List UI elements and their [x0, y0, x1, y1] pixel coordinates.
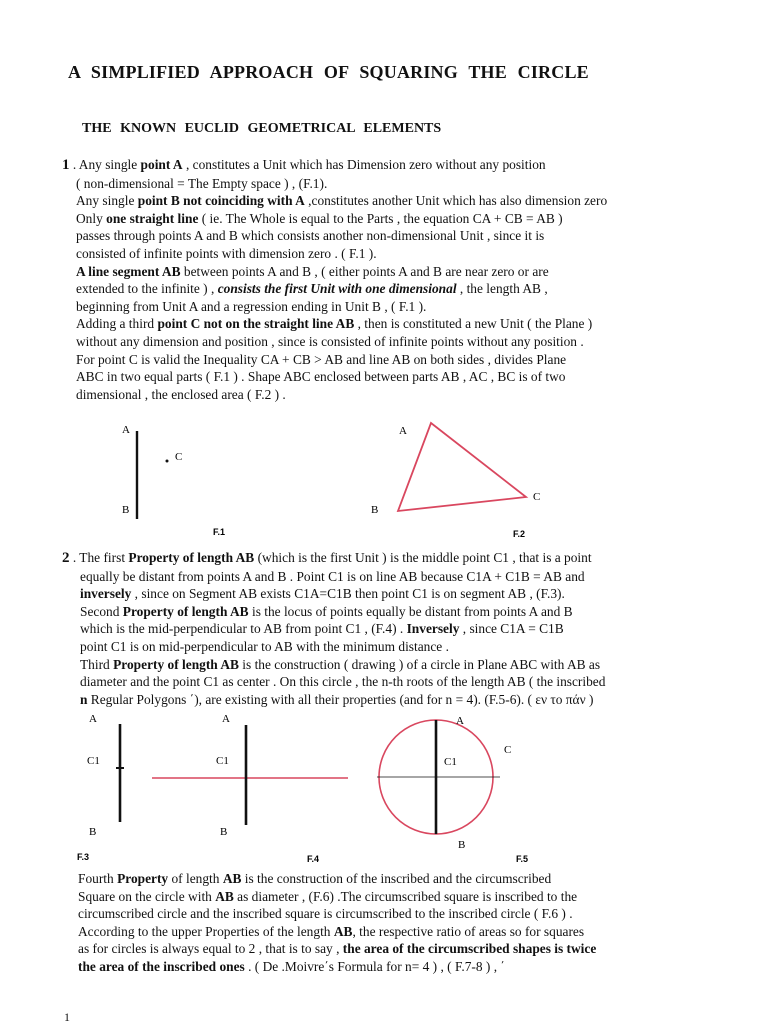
section-2 — [62, 549, 605, 708]
point-c — [166, 460, 169, 463]
bold-text: inversely — [80, 586, 132, 602]
text-line: passes through points A and B which consists another non-dimensional Unit , since it is — [76, 228, 545, 244]
text-line — [78, 923, 596, 941]
text-line: point C1 is on mid-perpendicular to AB with the minimum distance . — [80, 638, 449, 654]
text-span: of length — [168, 871, 223, 886]
text-span: as for circles is always equal to 2 , that is to say , — [78, 941, 343, 957]
text-line: without any dimension and position , since is consisted of infinite points without any position . — [76, 333, 584, 349]
page-number: 1 — [64, 1010, 70, 1024]
bold-text: Property of length AB — [128, 550, 255, 565]
text-line — [62, 549, 605, 568]
text-span: Only — [76, 210, 107, 226]
text-span: Adding a third — [76, 316, 158, 332]
figure-f1 — [122, 424, 225, 537]
text-span: Any single — [76, 193, 138, 209]
bold-text: Property — [117, 871, 169, 886]
bold-text: the area of the circumscribed shapes is twice — [342, 941, 597, 957]
text-span: Square on the circle with — [78, 888, 216, 904]
text-span: . The first — [69, 550, 129, 565]
bold-text: point C not on the straight line AB — [157, 316, 355, 332]
text-span: is the construction ( drawing ) of a circle in Plane ABC with AB as — [238, 656, 601, 672]
text-line — [62, 263, 607, 281]
figures-1-2 — [100, 415, 580, 545]
figure-f5 — [377, 715, 528, 864]
text-line — [62, 656, 605, 674]
bold-text: one straight line — [106, 210, 199, 226]
text-span: According to the upper Properties of the length — [78, 923, 334, 939]
section-3 — [78, 870, 596, 976]
point-a-label: A — [456, 715, 464, 727]
point-b-label: B — [89, 826, 97, 838]
point-a-label: A — [122, 424, 130, 436]
figure-label: F.4 — [307, 854, 320, 864]
text-span: Regular Polygons ΄), are existing with all their properties (and for n = 4). (F.5-6). ( εν το πάν ) — [87, 691, 594, 707]
text-line — [78, 888, 596, 906]
text-line: ( non-dimensional = The Empty space ) , (F.1). — [76, 175, 328, 191]
text-span: as diameter , (F.6) .The circumscribed square is inscribed to the — [233, 888, 578, 904]
bold-text: Property of length AB — [113, 656, 239, 672]
bold-text: A line segment AB — [76, 263, 181, 279]
figure-label: F.5 — [516, 854, 529, 864]
point-b-label: B — [122, 504, 130, 516]
section-1 — [62, 156, 607, 403]
figure-f3 — [77, 713, 124, 862]
point-c1-label: C1 — [216, 755, 229, 767]
text-line: dimensional , the enclosed area ( F.2 ) . — [76, 386, 286, 402]
text-span: is the locus of points equally be distant from points A and B — [248, 603, 573, 619]
figure-label: F.2 — [513, 529, 526, 539]
text-span: , the length AB , — [456, 281, 548, 297]
text-line — [62, 156, 607, 175]
point-c1-label: C1 — [87, 755, 100, 767]
point-b-label: B — [371, 504, 379, 516]
triangle-abc — [398, 423, 526, 511]
text-span: , constitutes a Unit which has Dimension zero without any position — [182, 157, 546, 172]
text-line: beginning from Unit A and a regression ending in Unit B , ( F.1 ). — [76, 298, 427, 314]
text-line — [62, 691, 605, 709]
page-title: A SIMPLIFIED APPROACH OF SQUARING THE CIRCLE — [68, 62, 589, 82]
point-b-label: B — [220, 826, 228, 838]
figure-f2 — [371, 423, 540, 539]
text-line — [62, 315, 607, 333]
text-span: ,constitutes another Unit which has also dimension zero — [304, 193, 608, 209]
figure-label: F.1 — [213, 527, 226, 537]
text-span: (which is the first Unit ) is the middle point C1 , that is a point — [254, 550, 592, 565]
point-c1-label: C1 — [444, 756, 457, 768]
text-span: , then is constituted a new Unit ( the Plane ) — [354, 316, 593, 332]
section-number: 1 — [62, 157, 70, 173]
bold-text: n — [80, 691, 88, 707]
bold-text: Property of length AB — [122, 603, 249, 619]
text-span: , since C1A = C1B — [459, 621, 564, 637]
text-span: between points A and B , ( either points A and B are near zero or are — [180, 263, 549, 279]
bold-text: AB — [215, 888, 234, 904]
text-span: . Any single — [69, 157, 141, 172]
text-line — [62, 280, 607, 298]
bold-text: AB — [222, 871, 242, 886]
text-line — [62, 603, 605, 621]
text-line: circumscribed circle and the inscribed square is circumscribed to the inscribed circle ( F.6 ) . — [78, 906, 573, 922]
figure-f4 — [152, 713, 348, 864]
text-span: , since on Segment AB exists C1A=C1B then point C1 is on segment AB , (F.3). — [131, 586, 565, 602]
point-b-label: B — [458, 839, 466, 851]
text-span: extended to the infinite ) , — [76, 281, 218, 297]
text-line — [78, 940, 596, 958]
text-span: Second — [80, 603, 123, 619]
text-span: ( ie. The Whole is equal to the Parts , the equation CA + CB = AB ) — [198, 210, 563, 226]
figures-3-4-5 — [70, 710, 590, 870]
text-line: ABC in two equal parts ( F.1 ) . Shape ABC enclosed between parts AB , AC , BC is of two — [76, 369, 566, 385]
point-c-label: C — [504, 744, 512, 756]
bold-italic-text: consists the first Unit with one dimensional — [217, 281, 457, 297]
bold-text: point A — [140, 157, 183, 172]
section-number: 2 — [62, 550, 70, 566]
text-span: which is the mid-perpendicular to AB from point C1 , (F.4) . — [80, 621, 407, 637]
text-line — [62, 192, 607, 210]
text-span: , the respective ratio of areas so for squares — [352, 923, 585, 939]
text-line — [78, 958, 596, 976]
point-c-label: C — [533, 491, 541, 503]
text-span: is the construction of the inscribed and the circumscribed — [241, 871, 552, 886]
text-line: consisted of infinite points with dimension zero . ( F.1 ). — [76, 245, 377, 261]
text-line — [62, 585, 605, 603]
point-a-label: A — [399, 425, 407, 437]
section-heading: THE KNOWN EUCLID GEOMETRICAL ELEMENTS — [82, 121, 442, 136]
point-a-label: A — [222, 713, 230, 725]
text-span: . ( De .Moivre΄s Formula for n= 4 ) , ( F.7-8 ) , ΄ — [244, 958, 505, 974]
bold-text: AB — [333, 923, 353, 939]
bold-text: the area of the inscribed ones — [78, 958, 245, 974]
text-span: Fourth — [78, 871, 118, 886]
text-line — [62, 210, 607, 228]
text-line — [78, 870, 596, 888]
point-c-label: C — [175, 451, 183, 463]
bold-text: Inversely — [406, 621, 460, 637]
text-span: Third — [80, 656, 114, 672]
text-line: equally be distant from points A and B . Point C1 is on line AB because C1A + C1B = AB and — [80, 568, 585, 584]
text-line: diameter and the point C1 as center . On this circle , the n-th roots of the length AB ( the inscribed — [80, 674, 606, 690]
text-line: For point C is valid the Inequality CA + CB > AB and line AB on both sides , divides Plane — [76, 351, 567, 367]
bold-text: point B not coinciding with A — [137, 193, 305, 209]
point-a-label: A — [89, 713, 97, 725]
figure-label: F.3 — [77, 852, 90, 862]
text-line — [62, 620, 605, 638]
